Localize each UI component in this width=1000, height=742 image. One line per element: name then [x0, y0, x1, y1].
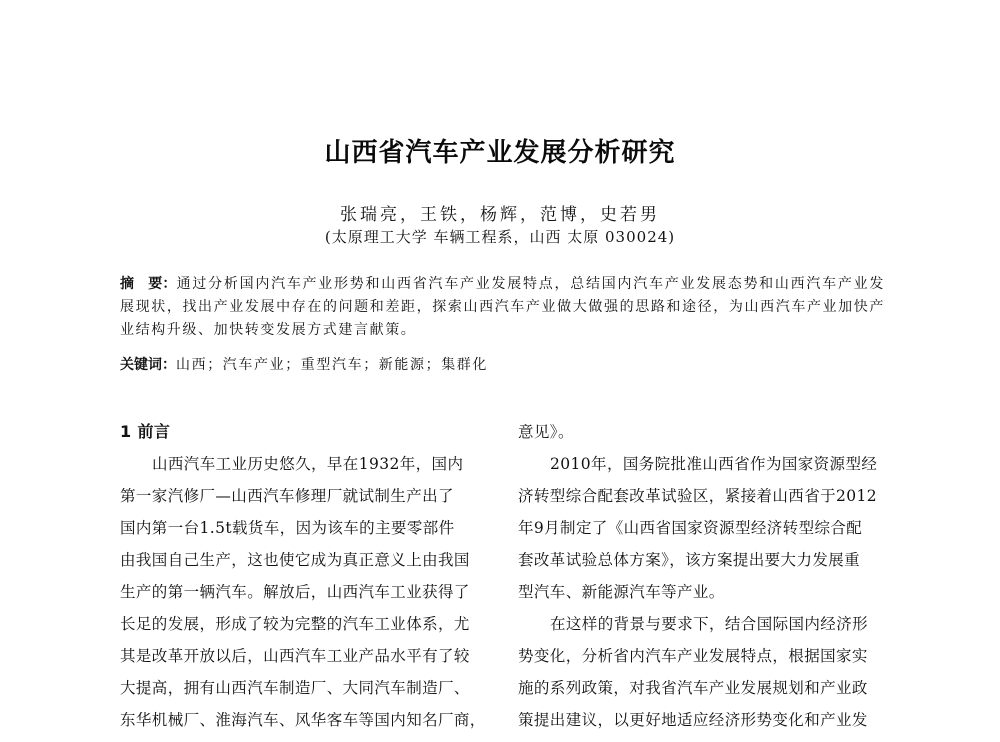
body-line: 东华机械厂、淮海汽车、风华客车等国内知名厂商，	[120, 711, 486, 729]
section-heading-introduction: 1 前言	[120, 422, 171, 441]
right-column	[518, 416, 886, 736]
body-line: 意见》。	[518, 423, 574, 441]
body-line: 势变化，分析省内汽车产业发展特点，根据国家实	[518, 647, 868, 665]
body-line: 2010年，国务院批准山西省作为国家资源型经	[550, 455, 878, 473]
body-line: 由我国自己生产，这也使它成为真正意义上由我国	[120, 551, 470, 569]
body-line: 山西汽车工业历史悠久，早在1932年，国内	[152, 455, 464, 473]
body-line: 生产的第一辆汽车。解放后，山西汽车工业获得了	[120, 583, 470, 601]
body-line: 其是改革开放以后，山西汽车工业产品水平有了较	[120, 647, 470, 665]
author-list: 张瑞亮，王铁，杨辉，范博，史若男	[340, 205, 660, 225]
paper-title: 山西省汽车产业发展分析研究	[324, 138, 676, 168]
body-line: 在这样的背景与要求下，结合国际国内经济形	[550, 615, 869, 633]
body-line: 国内第一台1.5t载货车，因为该车的主要零部件	[120, 519, 455, 537]
abstract-text: 通过分析国内汽车产业形势和山西省汽车产业发展特点，总结国内汽车产业发展态势和山西汽车产业发展现状，找出产业发展中存在的问题和差距，探索山西汽车产业做大做强的思路和途径，为山西汽车产业加快产业结构升级、加快转变发展方式建言献策。	[120, 276, 886, 338]
body-line: 施的系列政策，对我省汽车产业发展规划和产业政	[518, 679, 868, 697]
author-affiliation: (太原理工大学 车辆工程系，山西 太原 030024)	[324, 228, 676, 246]
keywords-label: 关键词：	[120, 357, 176, 373]
body-line: 长足的发展，形成了较为完整的汽车工业体系，尤	[120, 615, 470, 633]
body-line: 套改革试验总体方案》，该方案提出要大力发展重	[518, 551, 861, 569]
abstract-block	[120, 273, 885, 342]
body-line: 第一家汽修厂—山西汽车修理厂就试制生产出了	[120, 487, 454, 505]
body-line: 策提出建议，以更好地适应经济形势变化和产业发	[518, 711, 868, 729]
body-line: 大提高，拥有山西汽车制造厂、大同汽车制造厂、	[120, 679, 470, 697]
body-line: 年9月制定了《山西省国家资源型经济转型综合配	[518, 519, 863, 537]
left-column	[120, 416, 488, 736]
keywords-block	[120, 354, 885, 377]
abstract-label: 摘 要：	[120, 276, 177, 292]
body-line: 型汽车、新能源汽车等产业。	[518, 583, 725, 601]
body-line: 济转型综合配套改革试验区，紧接着山西省于2012	[518, 487, 878, 505]
keywords-text: 山西；汽车产业；重型汽车；新能源；集群化	[176, 357, 488, 373]
